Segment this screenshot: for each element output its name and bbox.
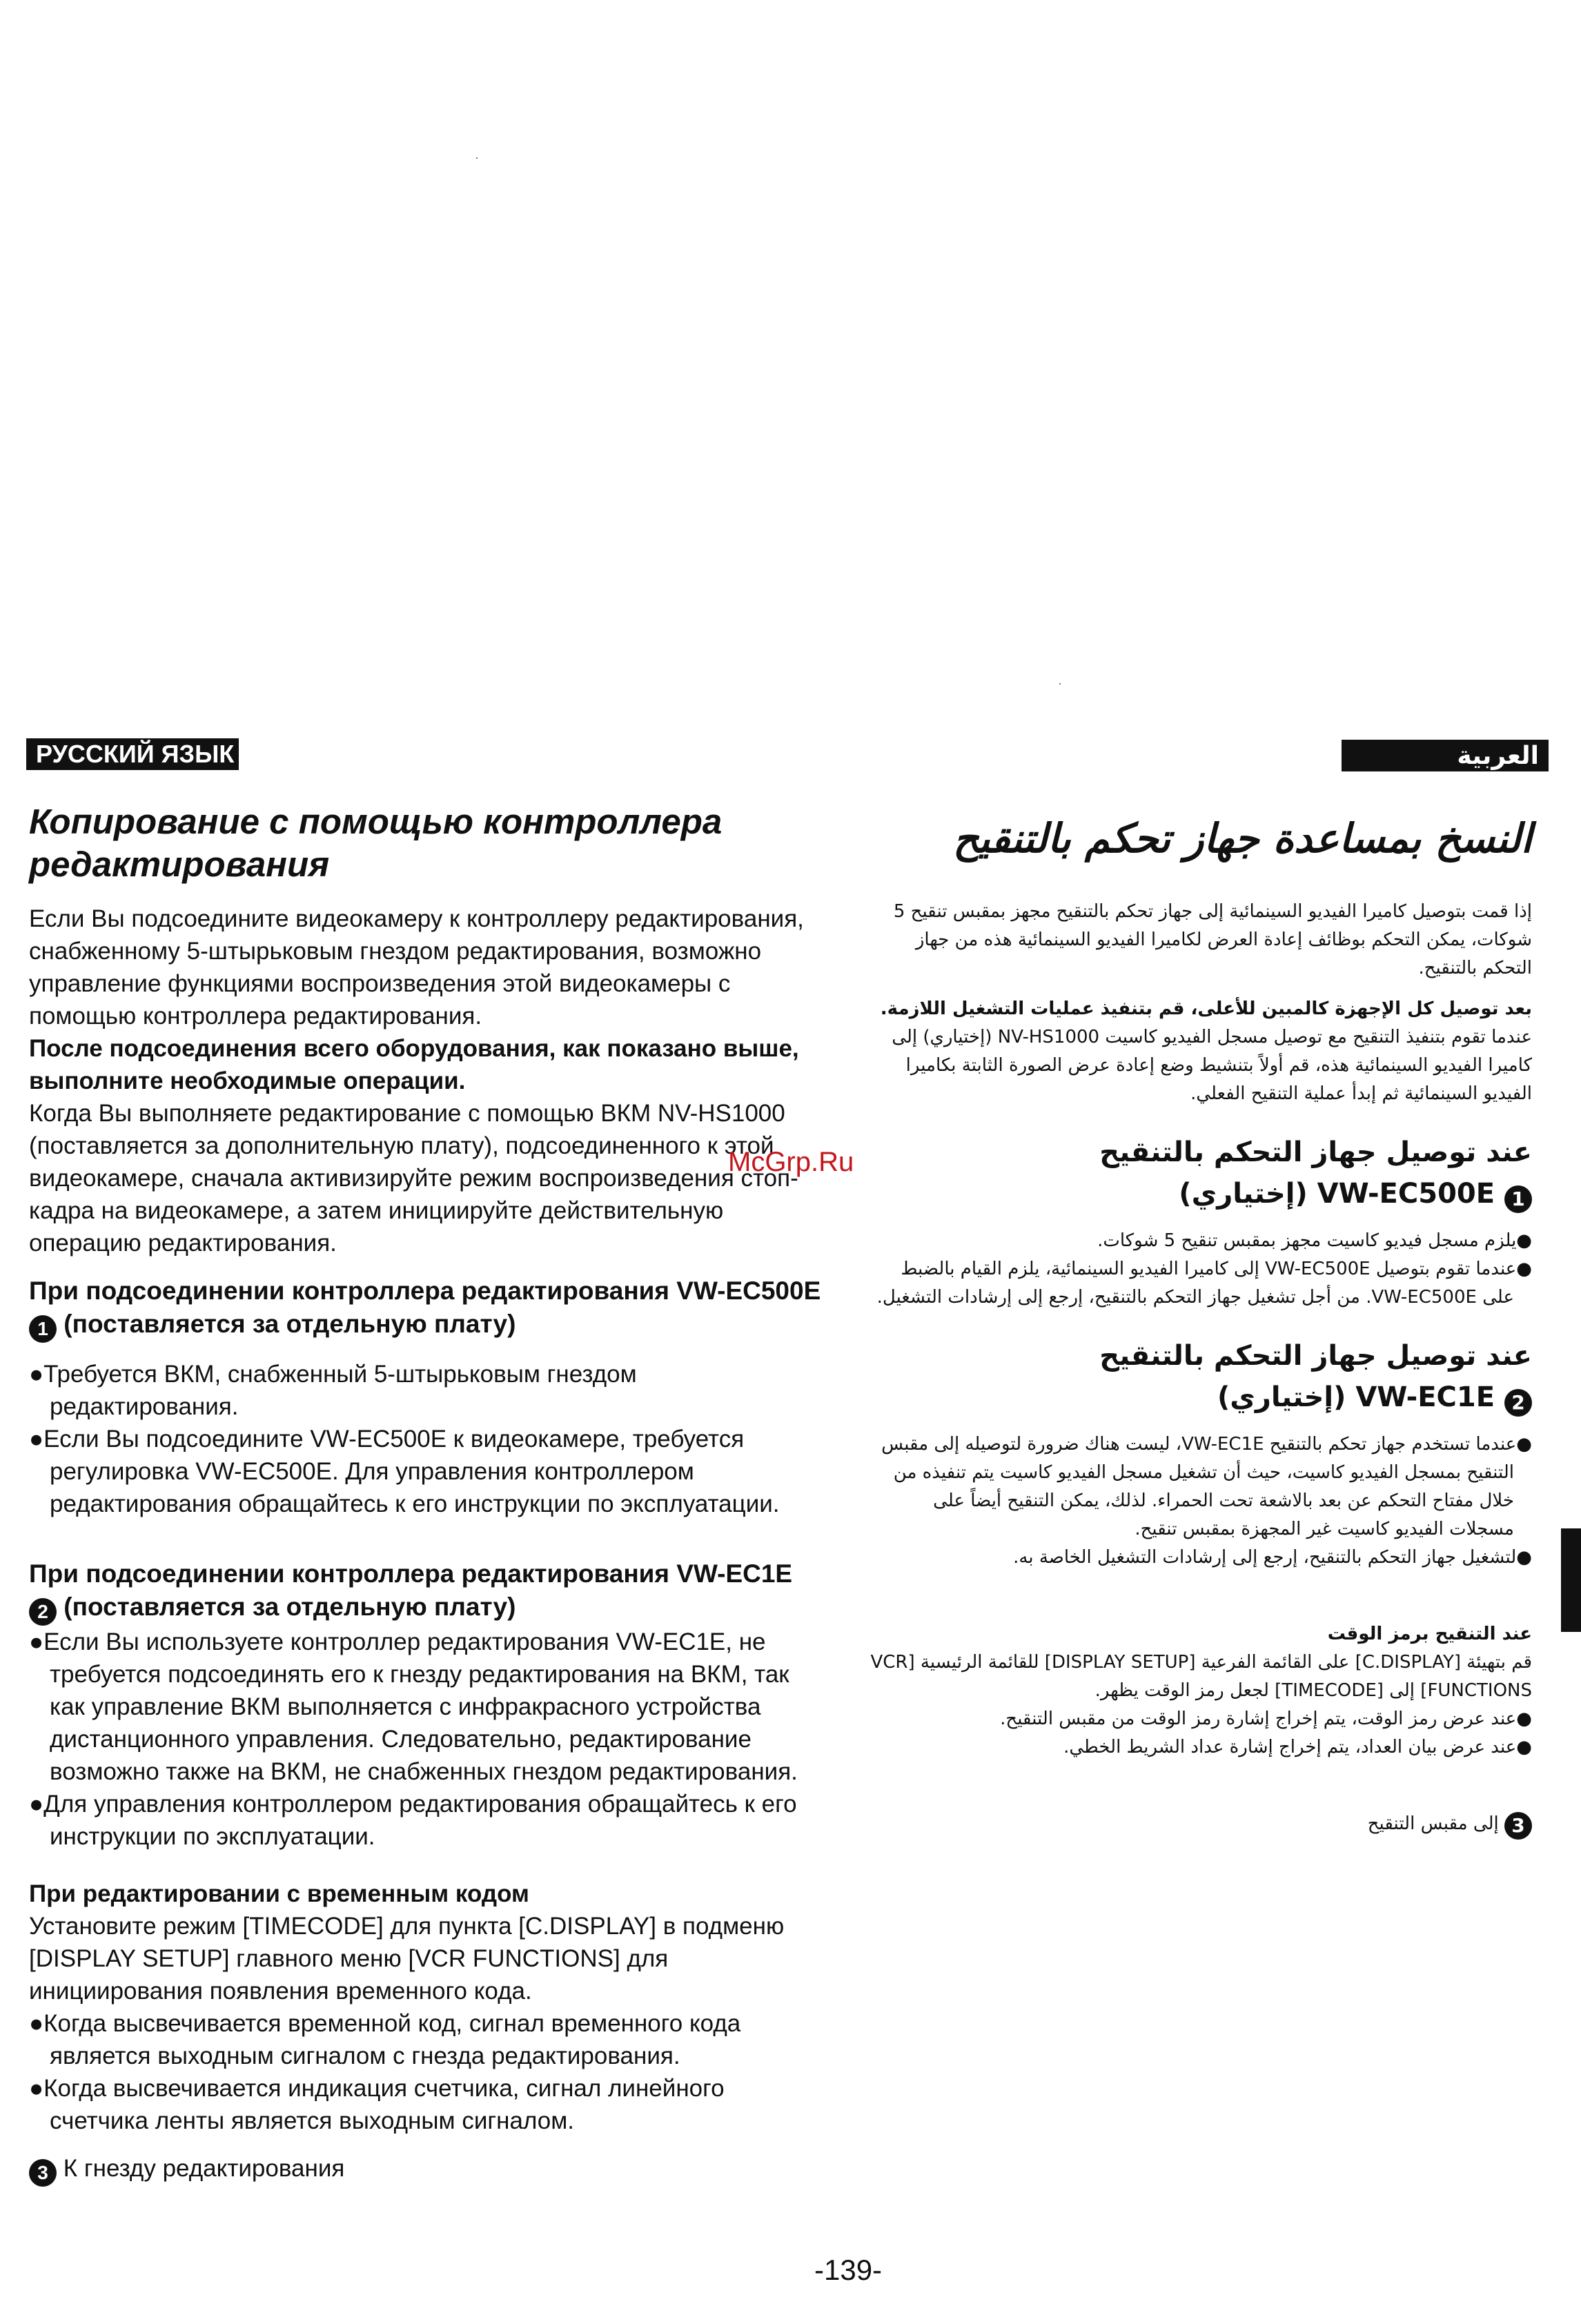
russian-ec500e-bullet-2: ●Если Вы подсоедините VW-EC500E к видеокамере, требуется регулировка VW-EC500E. Для управления контроллером редактирования обращайтесь к его инструкции по эксплуатации.	[29, 1426, 780, 1517]
arabic-footnote	[870, 1810, 1532, 1840]
russian-title: Копирование с помощью контроллера редактирования	[29, 802, 723, 884]
page-number: -139-	[814, 2254, 883, 2286]
russian-after-connection: После подсоединения всего оборудования, как показано выше, выполните необходимые операции.	[29, 1035, 799, 1094]
arabic-ec1e-heading-a: عند توصيل جهاز التحكم بالتنقيح	[1099, 1340, 1532, 1372]
arabic-footnote-text: إلى مقبس التنقيح	[1367, 1813, 1499, 1834]
arabic-title: النسخ بمساعدة جهاز تحكم بالتنقيح	[952, 815, 1532, 862]
arabic-intro: إذا قمت بتوصيل كاميرا الفيديو السينمائية إلى جهاز تحكم بالتنقيح مجهز بمقبس تنقيح 5 شوكات، يمكن التحكم بوظائف إعادة العرض لكاميرا الفيديو السينمائية هذه من جهاز التحكم بالتنقيح.	[893, 901, 1532, 978]
russian-ec1e-bullet-2: ●Для управления контроллером редактирования обращайтесь к его инструкции по эксплуатации.	[29, 1791, 797, 1850]
russian-ec500e-heading-b: (поставляется за отдельную плату)	[63, 1310, 516, 1338]
arabic-timecode-text: قم بتهيئة [C.DISPLAY] على القائمة الفرعية [DISPLAY SETUP] للقائمة الرئيسية [VCR FUNCTIONS] إلى [TIMECODE] لجعل رمز الوقت يظهر.	[870, 1652, 1532, 1701]
russian-intro: Если Вы подсоедините видеокамеру к контроллеру редактирования, снабженному 5-штырьковым гнездом редактирования, возможно управление функциями воспроизведения этой видеокамеры с помощью контроллера редактирования.	[29, 905, 804, 1030]
russian-ec1e-heading-a: При подсоединении контроллера редактирования VW-EC1E	[29, 1559, 793, 1588]
arabic-ec1e-heading-b: VW-EC1E (إختياري)	[1217, 1381, 1495, 1413]
russian-bkm-text: Когда Вы выполняете редактирование с помощью ВКМ NV-HS1000 (поставляется за дополнительную плату), подсоединенного к этой видеокамере, сначала активизируйте режим воспроизведения стоп-кадра на видеокамере, а затем инициируйте действительную операцию редактирования.	[29, 1100, 798, 1257]
russian-ec500e-heading-a: При подсоединении контроллера редактирования VW-EC500E	[29, 1277, 821, 1305]
side-tab-marker	[1561, 1528, 1581, 1632]
russian-timecode-heading: При редактировании с временным кодом	[29, 1880, 529, 1907]
scan-speck	[476, 157, 478, 159]
russian-ec1e-heading	[29, 1557, 823, 1626]
scan-speck	[1059, 683, 1061, 685]
arabic-timecode-bullet-2: ●عند عرض بيان العداد، يتم إخراج إشارة عداد الشريط الخطي.	[1063, 1737, 1532, 1757]
arabic-ec500e-bullet-2: ●عندما تقوم بتوصيل VW-EC500E إلى كاميرا الفيديو السينمائية، يلزم القيام بالضبط على VW-EC500E. من أجل تشغيل جهاز التحكم بالتنقيح، إرجع إلى إرشادات التشغيل.	[876, 1259, 1532, 1308]
watermark: McGrp.Ru	[728, 1147, 854, 1177]
arabic-timecode-bullet-1: ●عند عرض رمز الوقت، يتم إخراج إشارة رمز الوقت من مقبس التنقيح.	[1000, 1708, 1532, 1729]
number-3-badge: 3	[1504, 1812, 1532, 1840]
russian-timecode-bullet-2: ●Когда высвечивается индикация счетчика, сигнал линейного счетчика ленты является выходным сигналом.	[29, 2075, 725, 2134]
language-label-arabic: العربية	[1342, 740, 1549, 771]
russian-ec500e-heading	[29, 1274, 823, 1343]
number-2-badge: 2	[1504, 1389, 1532, 1417]
russian-footnote-text: К гнезду редактирования	[63, 2155, 345, 2182]
russian-footnote	[29, 2152, 823, 2187]
number-3-badge: 3	[29, 2159, 57, 2187]
arabic-after-connection: بعد توصيل كل الإجهزة كالمبين للأعلى، قم بتنفيذ عمليات التشغيل اللازمة.	[880, 998, 1532, 1019]
arabic-ec500e-heading-b-line	[870, 1173, 1532, 1214]
number-1-badge: 1	[29, 1315, 57, 1343]
number-2-badge: 2	[29, 1598, 57, 1626]
arabic-ec500e-bullet-1: ●يلزم مسجل فيديو كاسيت مجهز بمقبس تنقيح 5 شوكات.	[1097, 1230, 1532, 1251]
arabic-ec500e-heading-b: VW-EC500E (إختياري)	[1179, 1178, 1495, 1210]
arabic-ec1e-heading-b-line	[870, 1377, 1532, 1418]
arabic-timecode-heading: عند التنقيح برمز الوقت	[1327, 1624, 1532, 1644]
arabic-ec500e-heading-a: عند توصيل جهاز التحكم بالتنقيح	[1099, 1136, 1532, 1168]
russian-ec500e-bullet-1: ●Требуется ВКМ, снабженный 5-штырьковым гнездом редактирования.	[29, 1361, 637, 1420]
russian-column	[29, 800, 823, 2187]
language-label-russian: РУССКИЙ ЯЗЫК	[26, 738, 239, 770]
russian-ec1e-heading-b: (поставляется за отдельную плату)	[63, 1593, 516, 1621]
number-1-badge: 1	[1504, 1185, 1532, 1213]
arabic-column	[870, 811, 1532, 1840]
russian-timecode-text: Установите режим [TIMECODE] для пункта [C.DISPLAY] в подменю [DISPLAY SETUP] главного меню [VCR FUNCTIONS] для инициирования появления временного кода.	[29, 1913, 785, 2005]
russian-timecode-bullet-1: ●Когда высвечивается временной код, сигнал временного кода является выходным сигналом с гнезда редактирования.	[29, 2010, 741, 2069]
arabic-ec1e-bullet-2: ●لتشغيل جهاز التحكم بالتنقيح، إرجع إلى إرشادات التشغيل الخاصة به.	[1013, 1547, 1532, 1568]
arabic-bkm-text: عندما تقوم بتنفيذ التنقيح مع توصيل مسجل الفيديو كاسيت NV-HS1000 (إختياري) إلى كاميرا الفيديو السينمائية هذه، قم أولاً بتنشيط وضع إعادة عرض الصورة الثابتة بكاميرا الفيديو السينمائية ثم إبدأ عملية التنقيح الفعلي.	[892, 1027, 1532, 1104]
russian-ec1e-bullet-1: ●Если Вы используете контроллер редактирования VW-EC1E, не требуется подсоединять его к гнезду редактирования на ВКМ, так как управление ВКМ выполняется с инфракрасного устройства дистанционного управления. Следовательно, редактирование возможно также на ВКМ, не снабженных гнездом редактирования.	[29, 1628, 798, 1785]
arabic-ec1e-bullet-1: ●عندما تستخدم جهاز تحكم بالتنقيح VW-EC1E، ليست هناك ضرورة لتوصيله إلى مقبس التنقيح بمسجل الفيديو كاسيت، حيث أن تشغيل مسجل الفيديو كاسيت يتم تنفيذه من خلال مفتاح التحكم عن بعد بالاشعة تحت الحمراء. لذلك، يمكن التنقيح أيضاً على مسجلات الفيديو كاسيت غير المجهزة بمقبس تنقيح.	[881, 1434, 1532, 1539]
